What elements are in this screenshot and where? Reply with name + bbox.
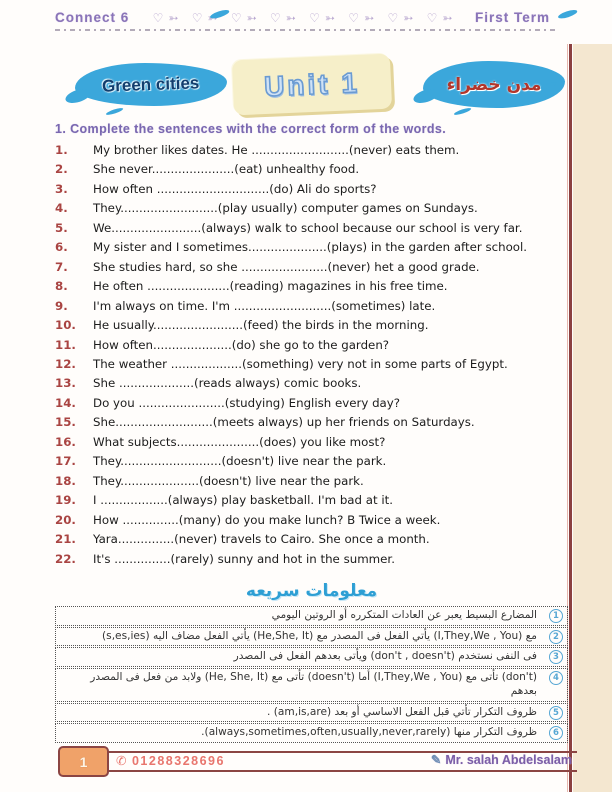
quick-info-title: معلومات سريعه [245,581,378,601]
note-text: المضارع البسيط يعبر عن العادات المتكرره أو الروتين اليومي [271,609,537,621]
header-book-title: Connect 6 [55,10,130,25]
item-sentence: She studies hard, so she .......................(never) het a good grade. [93,259,480,274]
item-sentence: How often ..............................(do) Ali do sports? [93,181,377,196]
quick-info-note [55,668,568,702]
page-number: 1 [79,753,88,770]
note-text: فى النفى نستخدم (don't , doesn't) ويأتى بعدهم الفعل فى المصدر [233,650,537,662]
exercise-item [55,160,560,179]
unit-title-arabic: مدن خضراء [446,74,542,95]
item-number: 11. [55,337,76,352]
unit-number-box [232,54,392,116]
exercise-item [55,258,560,277]
item-sentence: We........................(always) walk to school because our school is very far. [93,220,523,235]
item-sentence: What subjects......................(does) you like most? [93,434,386,449]
item-number: 19. [55,493,76,508]
item-number: 4. [55,201,68,216]
note-number-badge: 6 [549,726,563,740]
item-sentence: The weather ...................(something) very not in some parts of Egypt. [93,356,508,371]
note-number-badge: 3 [549,650,563,664]
item-sentence: I'm always on time. I'm ..........................(sometimes) late. [93,298,436,313]
item-sentence: Do you .......................(studying) English every day? [93,395,401,410]
item-sentence: It's ...............(rarely) sunny and hot in the summer. [93,551,395,566]
item-number: 9. [55,298,68,313]
item-sentence: She..........................(meets always) up her friends on Saturdays. [93,415,475,430]
note-number-badge: 2 [549,630,563,644]
exercise-list [55,141,560,569]
unit-number-label: Unit 1 [263,66,361,102]
quick-info-notes [55,606,568,744]
exercise-item [55,180,560,199]
pen-icon: ✎ [430,753,442,767]
quick-info-note [55,606,568,626]
exercise-item [55,550,560,569]
note-number-badge: 5 [549,706,563,720]
item-number: 16. [55,434,76,449]
exercise-item [55,219,560,238]
exercise-item [55,316,560,335]
header-term-label: First Term [474,10,550,25]
item-number: 13. [55,376,76,391]
item-number: 10. [55,318,76,333]
exercise-item [55,394,560,413]
item-sentence: My brother likes dates. He ..........................(never) eats them. [93,143,460,157]
item-number: 6. [55,240,68,255]
item-sentence: He often ......................(reading) magazines in his free time. [93,279,448,294]
quick-info-note [55,723,568,743]
right-margin-line [569,44,572,792]
item-sentence: They.....................(doesn't) live near the park. [93,473,364,488]
unit-title-arabic-splash [423,61,565,108]
exercise-item [55,336,560,355]
item-number: 22. [55,551,76,566]
page-number-badge [58,746,109,777]
item-sentence: Yara...............(never) travels to Cairo. She once a month. [93,532,430,547]
item-number: 1. [55,143,68,157]
item-sentence: He usually........................(feed) the birds in the morning. [93,318,429,333]
exercise-item [55,413,560,432]
item-sentence: My sister and I sometimes.....................(plays) in the garden after school. [93,240,528,255]
item-sentence: How often.....................(do) she go to the garden? [93,337,390,352]
item-number: 18. [55,473,76,488]
note-number-badge: 4 [549,671,563,685]
exercise-item [55,238,560,257]
quick-info-note [55,647,568,667]
note-text: ظروف التكرار منها (always,sometimes,often,usually,never,rarely). [201,726,537,738]
item-number: 20. [55,512,76,527]
item-number: 17. [55,454,76,469]
item-sentence: How ...............(many) do you make lunch? B Twice a week. [93,512,441,527]
exercise-item [55,355,560,374]
exercise-item [55,199,560,218]
exercise-item [55,511,560,530]
phone-icon: ✆ [116,754,128,768]
exercise-item [55,530,560,549]
note-text: ظروف التكرار تأتي قبل الفعل الاساسي أو بعد (am,is,are) . [267,705,537,718]
footer-author [431,752,572,767]
item-sentence: I ..................(always) play basketball. I'm bad at it. [93,493,394,508]
exercise-item [55,374,560,393]
note-text: مع (I,They,We , You) يأتي الفعل فى المصدر مع (He,She, It) يأتي الفعل مضاف اليه (s,es,ies) [102,629,537,642]
exercise-item [55,452,560,471]
exercise-item [55,277,560,296]
item-number: 7. [55,259,68,274]
footer-rule-bottom [58,770,577,772]
item-number: 12. [55,356,76,371]
exercise-item [55,472,560,491]
item-sentence: She ....................(reads always) comic books. [93,376,362,391]
item-sentence: She never......................(eat) unhealthy food. [93,162,360,177]
exercise-instruction: 1. Complete the sentences with the correct form of the words. [55,122,447,136]
item-number: 2. [55,162,68,177]
quick-info-note [55,703,568,723]
unit-title-english-splash [75,63,227,106]
exercise-item [55,141,560,160]
item-sentence: They...........................(doesn't) live near the park. [93,454,387,469]
author-name: Mr. salah Abdelsalam [445,753,572,767]
footer-phone [116,753,225,768]
item-number: 5. [55,220,68,235]
item-number: 8. [55,279,68,294]
item-sentence: They..........................(play usually) computer games on Sundays. [93,201,478,216]
unit-title-english: Green cities [102,72,200,96]
item-number: 21. [55,532,76,547]
item-number: 3. [55,181,68,196]
phone-number: 01288328696 [131,754,225,768]
exercise-item [55,433,560,452]
exercise-item [55,297,560,316]
header-divider [55,29,557,31]
quick-info-note [55,627,568,647]
item-number: 15. [55,415,76,430]
right-margin-stripe [573,44,612,792]
hearts-decoration-icon: ♡➳ ♡➳ ♡➳ ♡➳ ♡➳ ♡➳ ♡➳ ♡➳ [152,11,458,25]
note-text: (don't) تأتى مع (I,They,We , You) أما (doesn't) تأتى مع (He, She, It) ولابد من فعل فى المصدر بعدهم [90,670,537,697]
exercise-item [55,491,560,510]
note-number-badge: 1 [549,609,563,623]
item-number: 14. [55,395,76,410]
